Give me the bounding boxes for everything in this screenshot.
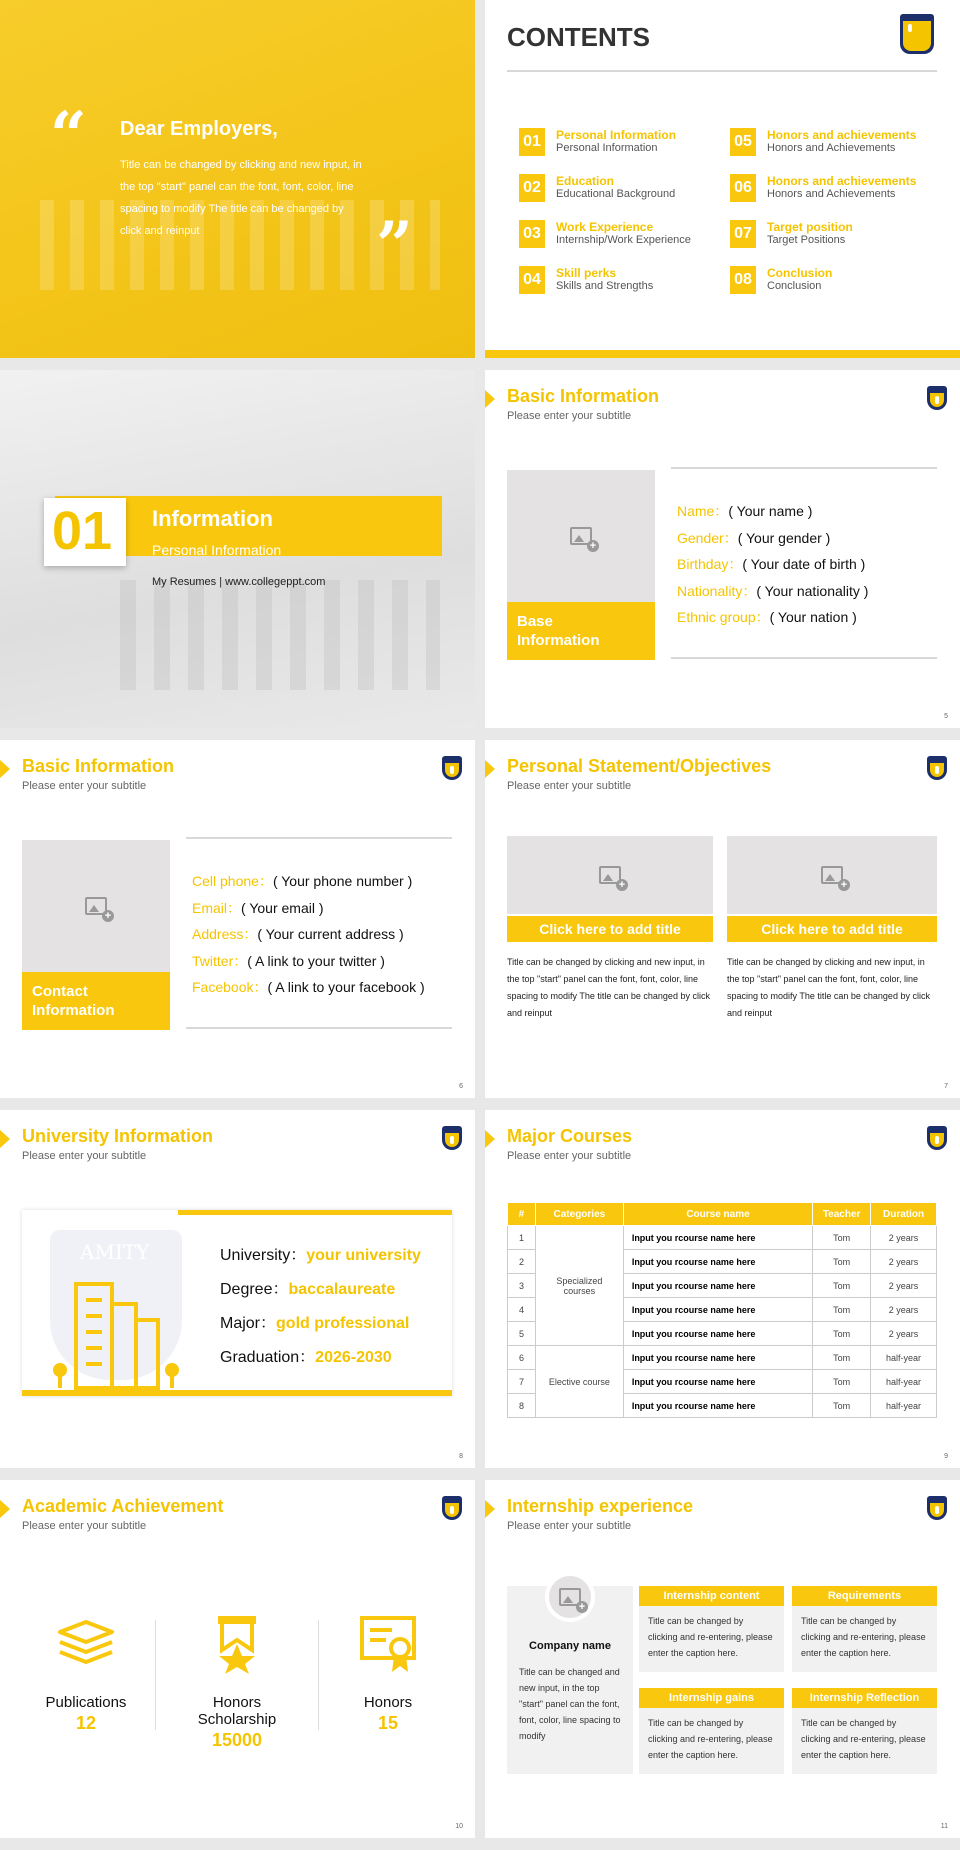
internship-card-title[interactable]: Requirements	[792, 1586, 937, 1606]
image-placeholder-right[interactable]	[727, 836, 937, 914]
contents-item[interactable]	[519, 174, 729, 210]
contents-item-title: Personal Information	[556, 128, 677, 142]
internship-card-body: Title can be changed by clicking and re-entering, please enter the caption here.	[639, 1606, 784, 1672]
info-field-key: Gender：	[677, 529, 738, 546]
slide-title: University Information	[22, 1126, 214, 1146]
contents-item-number: 03	[519, 220, 545, 248]
cell-category: Specialized courses	[535, 1226, 623, 1346]
image-placeholder[interactable]	[22, 840, 170, 972]
achievement-value: 15	[377, 1713, 399, 1733]
cell-num: 5	[508, 1322, 536, 1346]
column-title-right-text: Click here to add title	[761, 921, 903, 937]
contents-item-number: 06	[730, 174, 756, 202]
contents-item-subtitle: Skills and Strengths	[556, 280, 654, 292]
info-field-value[interactable]: ( Your nationality )	[756, 582, 869, 599]
internship-card-title[interactable]: Internship Reflection	[792, 1688, 937, 1708]
contents-item-number: 07	[730, 220, 756, 248]
info-field-key: Nationality：	[677, 582, 757, 599]
cell-course-name[interactable]: Input you rcourse name here	[623, 1298, 812, 1322]
section-title: Information	[152, 506, 273, 531]
divider-top	[186, 837, 452, 839]
table-header-row	[508, 1203, 937, 1226]
contents-item-title: Conclusion	[767, 266, 833, 280]
contents-item[interactable]	[730, 128, 940, 164]
separator-right	[318, 1620, 319, 1730]
contents-item-subtitle: Internship/Work Experience	[556, 234, 691, 246]
contents-item[interactable]	[519, 220, 729, 256]
slide-contact-information	[0, 740, 475, 1098]
image-placeholder[interactable]	[507, 470, 655, 602]
internship-card-title[interactable]: Internship content	[639, 1586, 784, 1606]
page-number: 8	[459, 1453, 463, 1460]
achievement-item	[323, 1684, 453, 1734]
column-body-right: Title can be changed by clicking and new input, in the top "start" panel can the font, font, color, line spacing to modify The title can be changed by click and reinput	[727, 957, 930, 1018]
university-row-value[interactable]: baccalaureate	[288, 1281, 396, 1298]
slide-subtitle: Please enter your subtitle	[22, 1520, 147, 1532]
contents-item-subtitle: Honors and Achievements	[767, 188, 896, 200]
cell-course-name[interactable]: Input you rcourse name here	[623, 1322, 812, 1346]
slide-internship-experience	[485, 1480, 960, 1838]
medal-icon	[212, 1614, 262, 1674]
slide-title: Academic Achievement	[22, 1496, 224, 1516]
cell-teacher: Tom	[813, 1322, 871, 1346]
panel-top-bar	[178, 1210, 452, 1215]
university-row	[220, 1276, 395, 1299]
cell-duration: half-year	[871, 1346, 937, 1370]
university-row-value[interactable]: 2026-2030	[315, 1349, 392, 1366]
contents-item-subtitle: Personal Information	[556, 142, 658, 154]
university-logo-icon	[442, 756, 462, 780]
cell-duration: 2 years	[871, 1322, 937, 1346]
title-marker	[485, 390, 495, 408]
achievement-label: Publications	[45, 1694, 127, 1711]
achievement-item	[172, 1684, 302, 1751]
company-name: Company name	[529, 1640, 611, 1652]
university-row-key: Graduation：	[220, 1349, 316, 1366]
info-field-key: Address：	[192, 926, 258, 942]
slide-personal-statement	[485, 740, 960, 1098]
cell-teacher: Tom	[813, 1298, 871, 1322]
university-row-value[interactable]: your university	[306, 1247, 421, 1264]
add-image-icon	[559, 1588, 581, 1606]
cell-num: 3	[508, 1274, 536, 1298]
contents-item-title: Honors and achievements	[767, 174, 917, 188]
add-image-icon	[570, 527, 592, 545]
cell-course-name[interactable]: Input you rcourse name here	[623, 1394, 812, 1418]
contents-item[interactable]	[730, 220, 940, 256]
info-field-key: Ethnic group：	[677, 609, 770, 625]
slide-title: Personal Statement/Objectives	[507, 756, 772, 776]
info-field	[677, 528, 830, 548]
info-field-value[interactable]: ( Your name )	[728, 503, 813, 519]
panel-bottom-bar	[22, 1390, 452, 1396]
contents-item-number: 05	[730, 128, 756, 156]
info-field-value[interactable]: ( Your email )	[241, 899, 324, 916]
internship-card	[639, 1688, 784, 1774]
slide-title: Basic Information	[507, 386, 660, 406]
section-subtitle: Personal Information	[152, 542, 282, 558]
certificate-icon	[358, 1614, 418, 1674]
contents-item-subtitle: Target Positions	[767, 234, 846, 246]
photo-windows	[120, 580, 440, 690]
university-logo-icon	[927, 1496, 947, 1520]
info-field-key: Cell phone：	[192, 873, 273, 889]
cell-course-name[interactable]: Input you rcourse name here	[623, 1274, 812, 1298]
achievement-label: Honors	[363, 1694, 413, 1711]
university-logo-icon	[442, 1126, 462, 1150]
separator-left	[155, 1620, 156, 1730]
university-logo-icon	[900, 14, 934, 54]
card-label: Base Information	[517, 613, 600, 649]
col-header-course-name: Course name	[623, 1203, 812, 1226]
contents-footer-bar	[485, 350, 960, 358]
cell-course-name[interactable]: Input you rcourse name here	[623, 1250, 812, 1274]
university-row-key: University：	[220, 1247, 307, 1264]
title-marker	[0, 760, 10, 778]
info-field	[677, 607, 857, 627]
contents-item-title: Target position	[767, 220, 853, 234]
info-field-key: Email：	[192, 899, 242, 916]
divider-bottom	[671, 657, 937, 659]
col-header-categories: Categories	[535, 1203, 623, 1226]
section-number: 01	[52, 501, 113, 561]
university-logo-icon	[927, 1126, 947, 1150]
contents-item-number: 02	[519, 174, 545, 202]
info-field	[192, 924, 404, 944]
open-quote-icon: “	[50, 98, 87, 173]
page-number: 9	[944, 1453, 948, 1460]
cell-teacher: Tom	[813, 1394, 871, 1418]
info-field	[192, 977, 425, 997]
contents-item-number: 01	[519, 128, 545, 156]
cell-teacher: Tom	[813, 1226, 871, 1250]
achievement-value: 12	[75, 1713, 97, 1733]
cell-num: 8	[508, 1394, 536, 1418]
info-field-key: Twitter：	[192, 952, 248, 969]
contents-item[interactable]	[730, 174, 940, 210]
cell-teacher: Tom	[813, 1370, 871, 1394]
info-field	[677, 501, 812, 521]
slide-subtitle: Please enter your subtitle	[507, 1150, 632, 1162]
title-marker	[485, 1500, 495, 1518]
section-tagline: My Resumes | www.collegeppt.com	[152, 576, 326, 588]
info-field	[677, 554, 865, 574]
cell-teacher: Tom	[813, 1274, 871, 1298]
university-logo-icon	[927, 386, 947, 410]
building-icon	[48, 1270, 188, 1390]
table-row	[508, 1226, 937, 1250]
slide-academic-achievement	[0, 1480, 475, 1838]
column-body-left: Title can be changed by clicking and new input, in the top "start" panel can the font, font, color, line spacing to modify The title can be changed by click and reinput	[507, 957, 710, 1018]
slide-contents	[485, 0, 960, 358]
contents-item-number: 04	[519, 266, 545, 294]
internship-card-body: Title can be changed by clicking and re-entering, please enter the caption here.	[639, 1708, 784, 1774]
slide1-heading: Dear Employers,	[120, 118, 278, 140]
slide-title: Basic Information	[22, 756, 175, 776]
internship-card-body: Title can be changed by clicking and re-entering, please enter the caption here.	[792, 1606, 937, 1672]
cell-num: 6	[508, 1346, 536, 1370]
cell-course-name[interactable]: Input you rcourse name here	[623, 1226, 812, 1250]
university-row	[220, 1344, 392, 1367]
company-body: Title can be changed and new input, in the top "start" panel can the font, font, color, line spacing to modify	[519, 1667, 621, 1741]
divider-top	[671, 467, 937, 469]
cell-teacher: Tom	[813, 1346, 871, 1370]
info-field-value[interactable]: ( Your current address )	[257, 926, 404, 942]
info-field-value[interactable]: ( A link to your facebook )	[267, 979, 425, 995]
contents-item[interactable]	[519, 128, 729, 164]
slide-subtitle: Please enter your subtitle	[507, 1520, 632, 1532]
contents-item[interactable]	[730, 266, 940, 302]
company-image-placeholder[interactable]	[545, 1572, 595, 1622]
card-label: Contact Information	[32, 983, 115, 1019]
cell-course-name[interactable]: Input you rcourse name here	[623, 1346, 812, 1370]
column-title-left-text: Click here to add title	[539, 921, 681, 937]
contents-item-title: Skill perks	[556, 266, 617, 280]
contents-title: CONTENTS	[507, 22, 650, 52]
achievement-value: 15000	[211, 1730, 263, 1750]
slide-subtitle: Please enter your subtitle	[22, 1150, 147, 1162]
internship-card	[792, 1586, 937, 1672]
info-field-key: Birthday：	[677, 556, 743, 572]
cell-duration: 2 years	[871, 1298, 937, 1322]
slide1-body: Title can be changed by clicking and new input, in the top "start" panel can the font, font, color, line spacing to modify The title can be changed by click and reinput	[120, 159, 362, 237]
contents-item-subtitle: Honors and Achievements	[767, 142, 896, 154]
internship-card-title[interactable]: Internship gains	[639, 1688, 784, 1708]
info-field-value[interactable]: ( Your phone number )	[272, 873, 413, 889]
divider-bottom	[186, 1027, 452, 1029]
contents-item-subtitle: Conclusion	[767, 280, 822, 292]
internship-card	[639, 1586, 784, 1672]
add-image-icon	[821, 866, 843, 884]
page-number: 7	[944, 1083, 948, 1090]
internship-card	[792, 1688, 937, 1774]
contents-item-number: 08	[730, 266, 756, 294]
cell-duration: half-year	[871, 1394, 937, 1418]
info-field-value[interactable]: ( Your nation )	[769, 609, 857, 625]
column-title-right[interactable]	[727, 916, 937, 942]
cell-duration: 2 years	[871, 1274, 937, 1298]
info-field-value[interactable]: ( Your gender )	[737, 529, 831, 546]
title-marker	[0, 1130, 10, 1148]
page-number: 6	[459, 1083, 463, 1090]
add-image-icon	[85, 897, 107, 915]
slide-university-information	[0, 1110, 475, 1468]
slide-subtitle: Please enter your subtitle	[507, 780, 632, 792]
slide-title: Major Courses	[507, 1126, 633, 1146]
cell-teacher: Tom	[813, 1250, 871, 1274]
title-marker	[485, 760, 495, 778]
university-logo-icon	[442, 1496, 462, 1520]
info-field	[677, 581, 868, 601]
image-placeholder-left[interactable]	[507, 836, 713, 914]
title-marker	[0, 1500, 10, 1518]
info-field-value[interactable]: ( Your date of birth )	[742, 556, 866, 572]
contents-item-title: Honors and achievements	[767, 128, 917, 142]
university-row	[220, 1242, 421, 1265]
university-row-key: Degree：	[220, 1281, 289, 1298]
cell-num: 2	[508, 1250, 536, 1274]
university-row-key: Major：	[220, 1315, 277, 1332]
crest-watermark-text: AMITY	[80, 1240, 150, 1264]
info-field-key: Name：	[677, 503, 729, 519]
university-row-value[interactable]: gold professional	[276, 1315, 410, 1332]
slide-basic-information	[485, 370, 960, 728]
cell-duration: 2 years	[871, 1250, 937, 1274]
info-field	[192, 871, 412, 891]
slide-subtitle: Please enter your subtitle	[507, 410, 632, 422]
achievement-item	[21, 1684, 151, 1734]
column-title-left[interactable]	[507, 916, 713, 942]
cell-duration: 2 years	[871, 1226, 937, 1250]
slide-section-01	[0, 370, 475, 728]
slide-dear-employers	[0, 0, 475, 358]
contents-item-subtitle: Educational Background	[556, 188, 676, 200]
page-number: 11	[940, 1823, 948, 1830]
cell-duration: half-year	[871, 1370, 937, 1394]
cell-num: 4	[508, 1298, 536, 1322]
cell-category: Elective course	[535, 1346, 623, 1418]
cell-course-name[interactable]: Input you rcourse name here	[623, 1370, 812, 1394]
books-icon	[56, 1618, 116, 1668]
university-logo-icon	[927, 756, 947, 780]
col-header-teacher: Teacher	[813, 1203, 871, 1226]
achievement-label: Honors Scholarship	[197, 1694, 277, 1728]
university-row	[220, 1310, 409, 1333]
page-number: 10	[455, 1823, 463, 1830]
info-field-key: Facebook：	[192, 979, 268, 995]
courses-table	[507, 1202, 937, 1418]
cell-num: 7	[508, 1370, 536, 1394]
contents-item-title: Work Experience	[556, 220, 654, 234]
add-image-icon	[599, 866, 621, 884]
slide-subtitle: Please enter your subtitle	[22, 780, 147, 792]
slide-major-courses	[485, 1110, 960, 1468]
close-quote-icon: ”	[376, 208, 413, 283]
internship-card-body: Title can be changed by clicking and re-entering, please enter the caption here.	[792, 1708, 937, 1774]
table-row	[508, 1346, 937, 1370]
col-header-num: #	[508, 1203, 536, 1226]
contents-item[interactable]	[519, 266, 729, 302]
title-marker	[485, 1130, 495, 1148]
info-field	[192, 898, 324, 918]
info-field-value[interactable]: ( A link to your twitter )	[247, 952, 385, 969]
courses-table-body	[508, 1226, 937, 1418]
cell-num: 1	[508, 1226, 536, 1250]
info-field	[192, 951, 385, 971]
col-header-duration: Duration	[871, 1203, 937, 1226]
slide-title: Internship experience	[507, 1496, 694, 1516]
contents-item-title: Education	[556, 174, 615, 188]
contents-divider	[507, 70, 937, 72]
page-number: 5	[944, 713, 948, 720]
